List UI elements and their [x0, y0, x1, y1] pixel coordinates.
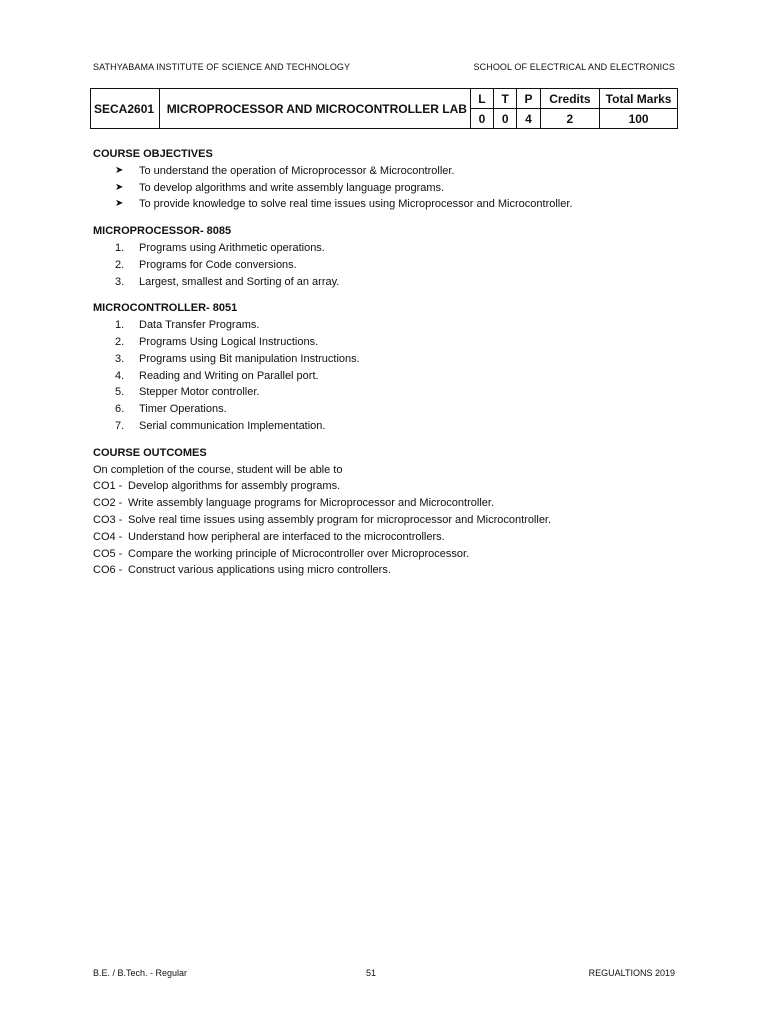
microprocessor-title: MICROPROCESSOR- 8085 [93, 225, 232, 238]
list-item: 2. Programs Using Logical Instructions. [115, 335, 319, 348]
footer-program: B.E. / B.Tech. - Regular [93, 968, 188, 978]
arrow-bullet-icon: ➤ [115, 181, 124, 193]
col-header-p: P [517, 89, 540, 109]
arrow-bullet-icon: ➤ [115, 198, 124, 210]
list-item: ➤ To understand the operation of Microprocessor & Microcontroller. [93, 163, 683, 180]
list-item: 1. Data Transfer Programs. [115, 319, 260, 332]
list-item: ➤ To provide knowledge to solve real time issues using Microprocessor and Microcontroller. [93, 196, 683, 213]
outcome-item: CO3 - Solve real time issues using assembly program for microprocessor and Microcontroller. [93, 513, 552, 526]
list-item: 7. Serial communication Implementation. [115, 419, 326, 432]
outcome-item: CO2 - Write assembly language programs for Microprocessor and Microcontroller. [93, 497, 494, 510]
list-item: 3. Programs using Bit manipulation Instructions. [115, 352, 360, 365]
syllabus-content [93, 146, 683, 579]
col-header-t: T [494, 89, 517, 109]
value-total-marks: 100 [600, 109, 678, 129]
arrow-bullet-icon: ➤ [115, 164, 124, 176]
header-school: SCHOOL OF ELECTRICAL AND ELECTRONICS [473, 62, 675, 72]
outcome-item: CO5 - Compare the working principle of Microcontroller over Microprocessor. [93, 547, 470, 560]
list-item: 5. Stepper Motor controller. [115, 386, 260, 399]
footer-regulations: REGUALTIONS 2019 [588, 968, 675, 978]
value-l: 0 [470, 109, 493, 129]
col-header-credits: Credits [540, 89, 600, 109]
col-header-l: L [470, 89, 493, 109]
objectives-list [93, 163, 683, 213]
microprocessor-list [93, 240, 683, 290]
outcome-item: CO4 - Understand how peripheral are interfaced to the microcontrollers. [93, 530, 445, 543]
course-code: SECA2601 [91, 89, 160, 129]
list-item: 3. Largest, smallest and Sorting of an array. [115, 275, 340, 288]
header-institute: SATHYABAMA INSTITUTE OF SCIENCE AND TECHNOLOGY [93, 62, 351, 72]
value-p: 4 [517, 109, 540, 129]
value-t: 0 [494, 109, 517, 129]
list-item: ➤ To develop algorithms and write assembly language programs. [93, 180, 683, 197]
col-header-total-marks: Total Marks [600, 89, 678, 109]
microcontroller-title: MICROCONTROLLER- 8051 [93, 302, 238, 315]
course-info-table [90, 88, 678, 129]
value-credits: 2 [540, 109, 600, 129]
list-item: 6. Timer Operations. [115, 403, 227, 416]
objectives-title: COURSE OBJECTIVES [93, 148, 213, 160]
page-number: 51 [366, 968, 377, 978]
list-item: 4. Reading and Writing on Parallel port. [115, 369, 319, 382]
course-title: MICROPROCESSOR AND MICROCONTROLLER LAB [159, 89, 470, 129]
microcontroller-list [93, 317, 683, 435]
outcome-item: CO1 - Develop algorithms for assembly programs. [93, 480, 341, 493]
list-item: 2. Programs for Code conversions. [115, 258, 297, 271]
list-item: 1. Programs using Arithmetic operations. [115, 241, 325, 254]
outcomes-intro: On completion of the course, student will be able to [93, 463, 343, 476]
outcome-item: CO6 - Construct various applications using micro controllers. [93, 564, 391, 577]
outcomes-title: COURSE OUTCOMES [93, 446, 207, 459]
